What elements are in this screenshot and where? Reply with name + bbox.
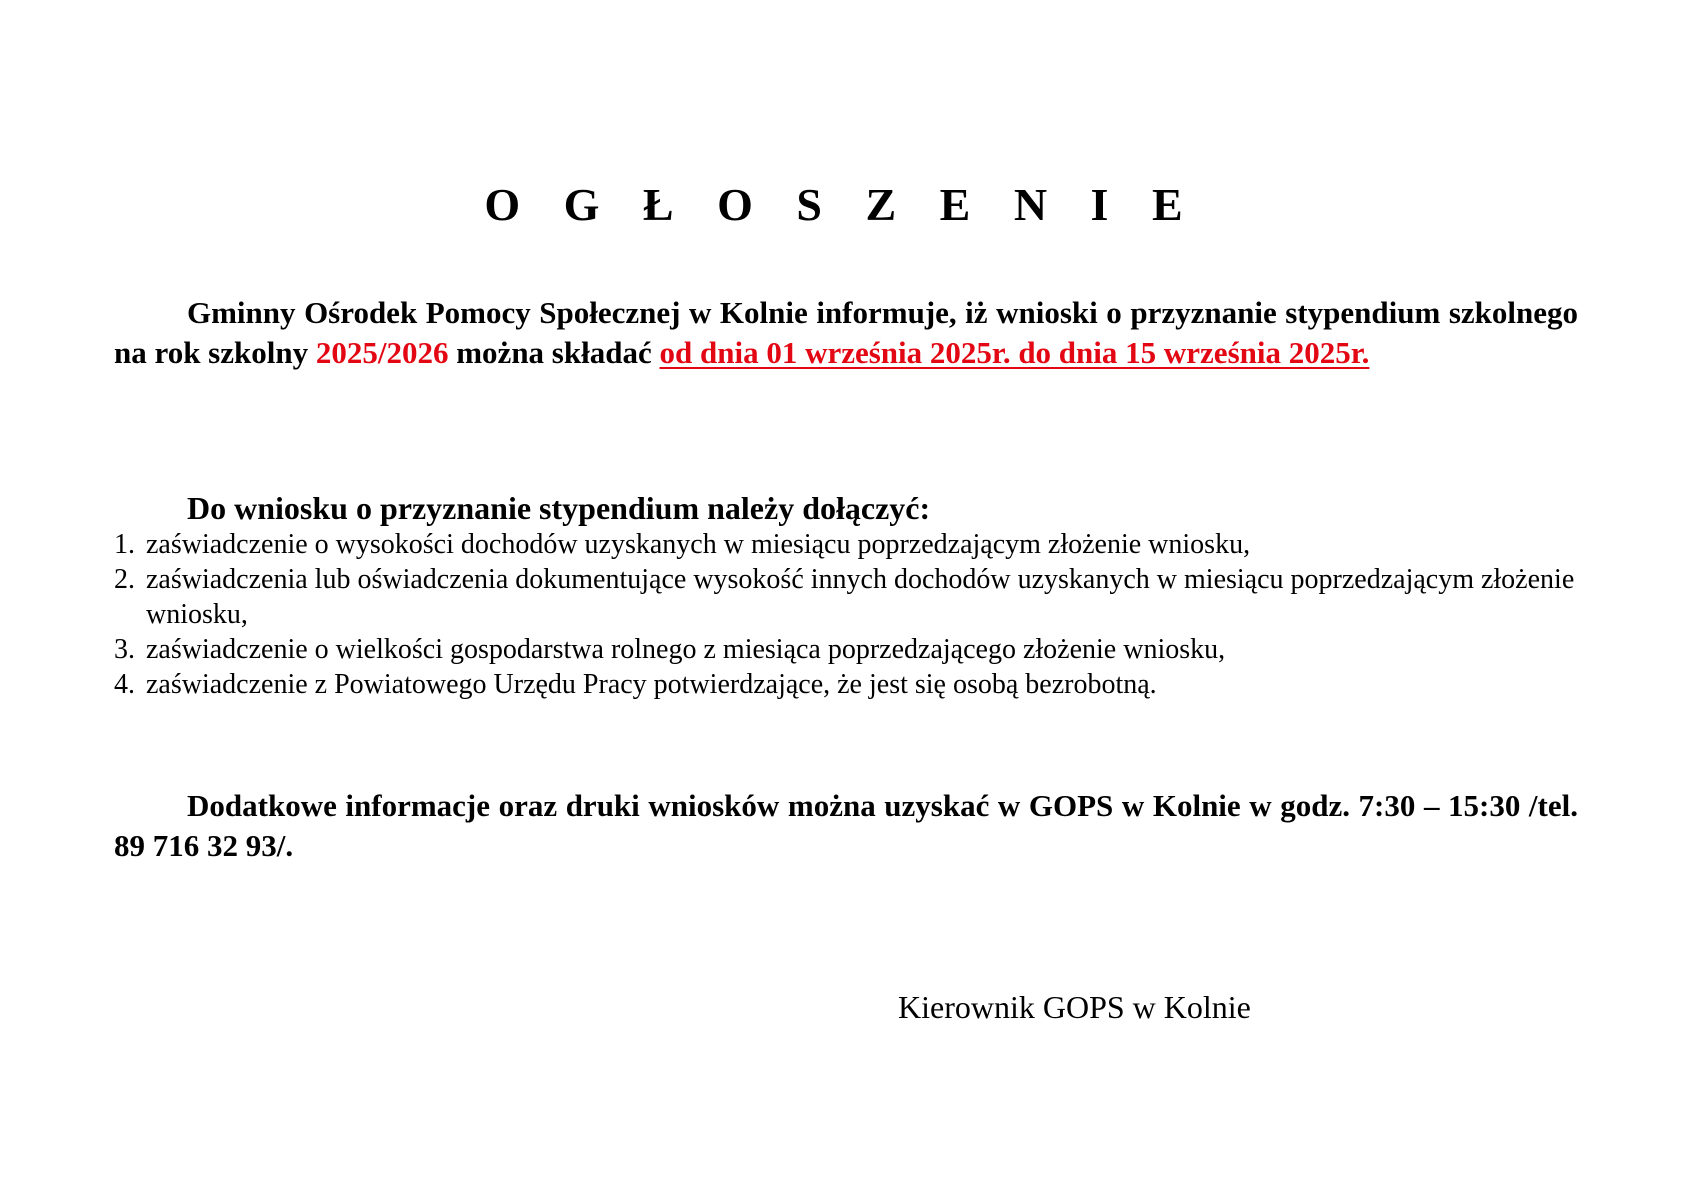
school-year: 2025/2026 [315, 335, 449, 370]
requirements-list [114, 527, 1578, 702]
signature: Kierownik GOPS w Kolnie [898, 989, 1251, 1025]
submission-deadline: od dnia 01 września 2025r. do dnia 15 września 2025r. [659, 335, 1370, 370]
intro-text-middle: można składać [448, 335, 660, 370]
list-item-number: 1. [114, 529, 135, 560]
list-item-number: 3. [114, 634, 135, 665]
list-item-text: zaświadczenie z Powiatowego Urzędu Pracy potwierdzające, że jest się osobą bezrobotną. [146, 669, 1157, 700]
list-item-number: 2. [114, 564, 135, 595]
list-item [114, 667, 1578, 702]
list-item-text: zaświadczenie o wielkości gospodarstwa rolnego z miesiąca poprzedzającego złożenie wniosku, [146, 634, 1226, 665]
requirements-heading: Do wniosku o przyznanie stypendium należy dołączyć: [187, 490, 931, 526]
list-item-number: 4. [114, 669, 135, 700]
list-item [114, 632, 1578, 667]
list-item [114, 562, 1578, 632]
intro-paragraph [114, 293, 1578, 373]
intro-text-start: Gminny Ośrodek Pomocy Społecznej w Kolnie informuje, iż wnioski o przyznanie stypendium szkolnego na rok szkolny [114, 295, 1578, 370]
page-title: O G Ł O S Z E N I E [484, 179, 1199, 230]
list-item [114, 527, 1578, 562]
contact-paragraph: Dodatkowe informacje oraz druki wniosków można uzyskać w GOPS w Kolnie w godz. 7:30 – 15:30 /tel. 89 716 32 93/. [114, 788, 1578, 863]
list-item-text: zaświadczenia lub oświadczenia dokumentujące wysokość innych dochodów uzyskanych w miesiącu poprzedzającym złożenie wniosku, [146, 564, 1575, 630]
list-item-text: zaświadczenie o wysokości dochodów uzyskanych w miesiącu poprzedzającym złożenie wniosku, [146, 529, 1251, 560]
